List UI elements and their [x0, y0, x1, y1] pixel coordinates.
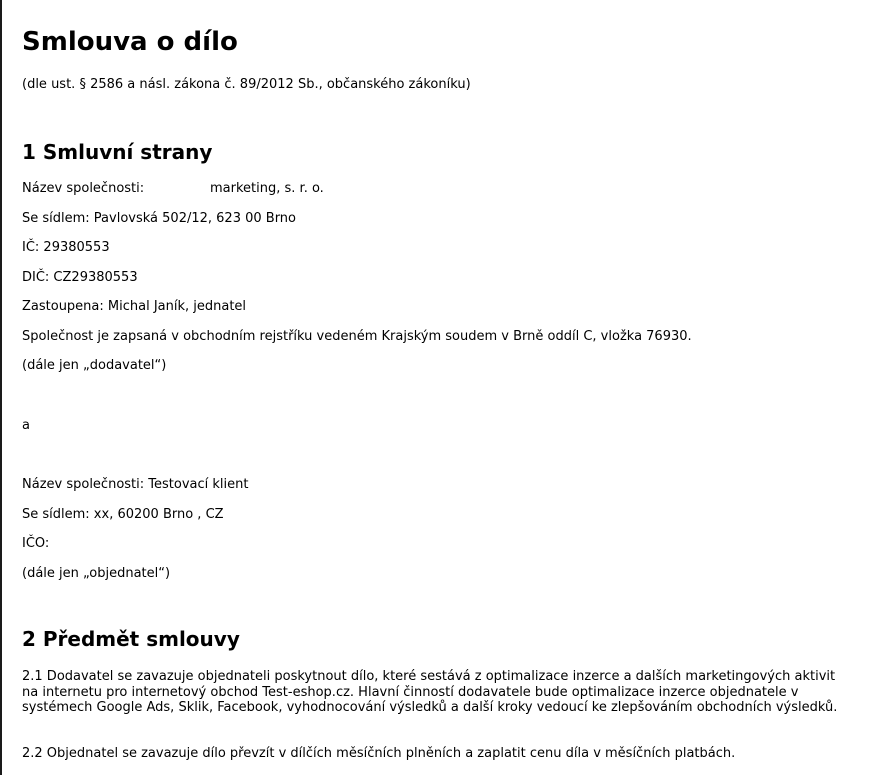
- page-left-border: [0, 0, 2, 775]
- supplier-dic: DIČ: CZ29380553: [22, 270, 138, 285]
- supplier-company-label: Název společnosti:: [22, 181, 145, 196]
- parties-conjunction: a: [22, 418, 30, 433]
- client-company: Název společnosti: Testovací klient: [22, 477, 249, 492]
- supplier-company-value: marketing, s. r. o.: [210, 181, 324, 196]
- supplier-ic: IČ: 29380553: [22, 240, 110, 255]
- client-seat: Se sídlem: xx, 60200 Brno , CZ: [22, 507, 224, 522]
- document-subtitle: (dle ust. § 2586 a násl. zákona č. 89/2012 Sb., občanského zákoníku): [22, 77, 471, 92]
- client-ico: IČO:: [22, 536, 50, 551]
- document-title: Smlouva o dílo: [22, 27, 238, 57]
- supplier-company-row: [22, 180, 422, 197]
- supplier-representative: Zastoupena: Michal Janík, jednatel: [22, 299, 247, 314]
- client-alias: (dále jen „objednatel“): [22, 566, 171, 581]
- section-2-paragraph-1: 2.1 Dodavatel se zavazuje objednateli poskytnout dílo, které sestává z optimalizace inzerce a dalších marketingových aktivit na internetu pro internetový obchod Test-eshop.cz. Hlavní činností dodavatele bude optimalizace inzerce objednatele v systémech Google Ads, Sklik, Facebook, vyhodnocování výsledků a další kroky vedoucí ke zlepšováním obchodních výsledků.: [22, 669, 838, 715]
- section-2-heading: 2 Předmět smlouvy: [22, 627, 240, 651]
- section-2-paragraph-2: 2.2 Objednatel se zavazuje dílo převzít v dílčích měsíčních plněních a zaplatit cenu díla v měsíčních platbách.: [22, 746, 736, 761]
- supplier-seat: Se sídlem: Pavlovská 502/12, 623 00 Brno: [22, 211, 296, 226]
- section-1-heading: 1 Smluvní strany: [22, 140, 213, 164]
- supplier-alias: (dále jen „dodavatel“): [22, 358, 167, 373]
- supplier-register: Společnost je zapsaná v obchodním rejstříku vedeném Krajským soudem v Brně oddíl C, vložka 76930.: [22, 329, 692, 344]
